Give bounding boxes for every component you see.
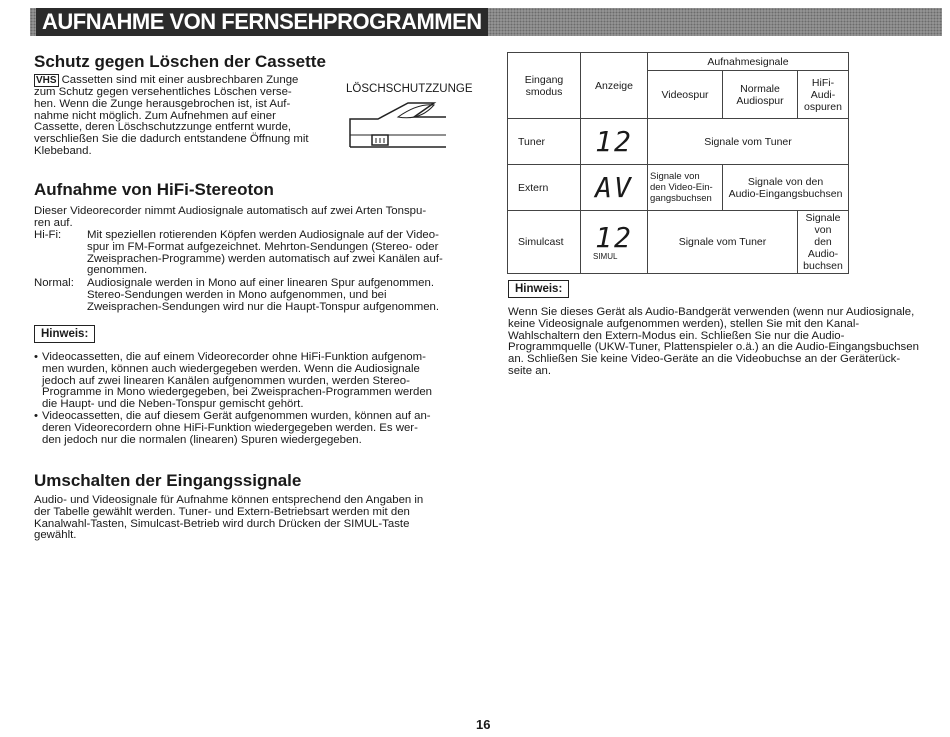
- table-row: Extern AV Signale von den Video-Ein- gangsbuchsen Signale von den Audio-Eingangsbuchsen: [508, 165, 849, 211]
- section-title-erase-protection: Schutz gegen Löschen der Cassette: [34, 52, 326, 71]
- table-row: Tuner 12 Signale vom Tuner: [508, 119, 849, 165]
- list-item: • Videocassetten, die auf diesem Gerät aufgenommen wurden, können auf an- deren Videorecordern ohne HiFi-Funktion wiedergegeben werden. Es wer- den jedoch nur die normalen (linearen) Spuren wiedergegeben.: [34, 411, 462, 446]
- display-readout: AV: [581, 165, 648, 211]
- header-normal-audio: Normale Audiospur: [723, 71, 798, 119]
- note-label-right: Hinweis:: [508, 280, 569, 298]
- cassette-tab-diagram: [348, 97, 448, 153]
- normal-definition: Normal: Audiosignale werden in Mono auf einer linearen Spur aufgenommen. Stereo-Sendungen werden in Mono aufgenommen, und bei Zweisprachen-Sendungen wird nur die Haupt-Tonspur aufgenommen.: [34, 277, 440, 313]
- page-number: 16: [476, 717, 491, 732]
- input-switching-text: Audio- und Videosignale für Aufnahme können entsprechend den Angaben in der Tabelle gewählt werden. Tuner- und Extern-Betriebsart werden mit den Kanalwahl-Tasten, Simulcast-Betrieb wird durch Drücken der SIMUL-Taste gewählt.: [34, 494, 424, 542]
- list-item: • Videocassetten, die auf einem Videorecorder ohne HiFi-Funktion aufgenom- men wurden, können auch wiedergegeben werden. Wenn die Audiosignale jedoch auf zwei linearen Kanälen aufgenommen wurden, werden Stereo- Programme in Mono wiedergegeben, bei Zweisprachen-Programmen werden die Haupt- und die Neben-Tonspur gemischt gehört.: [34, 352, 462, 411]
- tab-diagram-label: LÖSCHSCHUTZZUNGE: [346, 83, 473, 95]
- audio-recorder-note: Wenn Sie dieses Gerät als Audio-Bandgerät verwenden (wenn nur Audiosignale, keine Videosignale aufgenommen werden), stellen Sie mit den Kanal- Wahlschaltern den Extern-Modus ein. Schließen Sie nur die Audio- Programmquelle (UKW-Tuner, Plattenspieler o.ä.) an die Audio-Eingangsbuchsen an. Schließen Sie keine Video-Geräte an die Videobuchse an der Geräterück- seite an.: [508, 306, 919, 377]
- header-display: Anzeige: [581, 53, 648, 119]
- input-signal-table: [507, 52, 849, 274]
- display-readout: 12 SIMUL: [581, 211, 648, 274]
- display-readout: 12: [581, 119, 648, 165]
- section-title-hifi: Aufnahme von HiFi-Stereoton: [34, 180, 274, 199]
- header-hifi-audio: HiFi-Audi- ospuren: [798, 71, 849, 119]
- header-video-track: Videospur: [648, 71, 723, 119]
- section-title-input-switching: Umschalten der Eingangssignale: [34, 471, 302, 490]
- vhs-logo: VHS: [36, 75, 57, 86]
- page-title: AUFNAHME VON FERNSEHPROGRAMMEN: [36, 8, 488, 36]
- hifi-intro: Dieser Videorecorder nimmt Audiosignale automatisch auf zwei Arten Tonspu- ren auf.: [34, 205, 427, 229]
- table-row: Simulcast 12 SIMUL Signale vom Tuner Signale von den Audio- buchsen: [508, 211, 849, 274]
- hifi-note-list: [34, 352, 462, 446]
- header-banner: [30, 8, 942, 36]
- hifi-definition: Hi-Fi: Mit speziellen rotierenden Köpfen werden Audiosignale auf der Video- spur im FM-Format aufgezeichnet. Mehrton-Sendungen (Stereo- oder Zweisprachen-Programme) werden automatisch auf zwei Kanälen auf- genommen.: [34, 229, 443, 277]
- header-input-mode: Eingang smodus: [508, 53, 581, 119]
- note-label-left: Hinweis:: [34, 325, 95, 343]
- erase-protection-text: VHS Cassetten sind mit einer ausbrechbaren Zunge zum Schutz gegen versehentliches Löschen verse- hen. Wenn die Zunge herausgebrochen ist, ist Auf- nahme nicht möglich. Zum Aufnehmen auf einer Cassette, deren Löschschutzzunge entfernt wurde, verschließen Sie die dadurch entstandene Öffnung mit Klebeband.: [34, 74, 309, 157]
- header-recording-signals: Aufnahmesignale: [648, 53, 849, 71]
